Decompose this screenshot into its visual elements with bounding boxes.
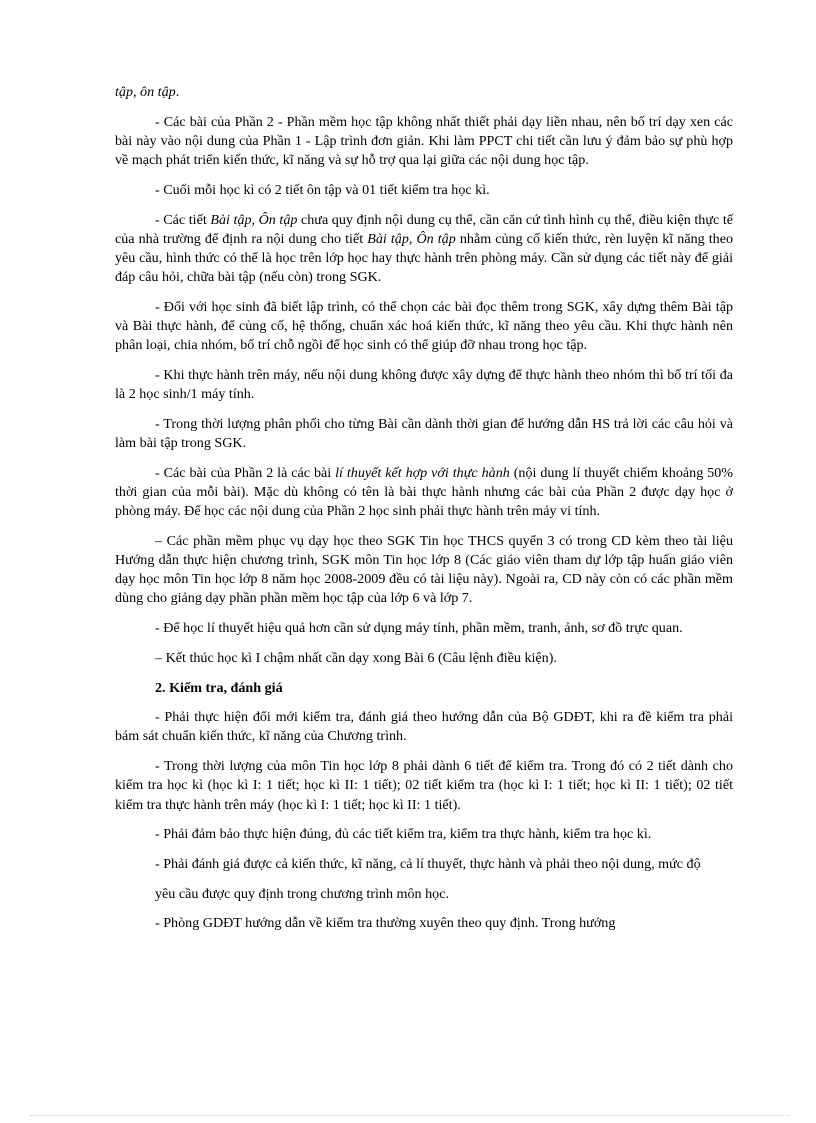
text-run: - Cuối mỗi học kì có 2 tiết ôn tập và 01 tiết kiểm tra học kì. (155, 181, 490, 198)
text-run: - Các tiết (155, 211, 211, 228)
text-run: , (408, 230, 417, 247)
page-bottom-divider (30, 1115, 790, 1116)
section-heading (115, 679, 733, 698)
text-run: – Các phần mềm phục vụ dạy học theo SGK Tin học THCS quyển 3 có trong CD kèm theo tài liệu Hướng dẫn thực hiện chương trình, SGK môn Tin học lớp 8 (Các giáo viên tham dự lớp tập huấn giáo viên dạy học môn Tin học lớp 8 năm học 2008-2009 đều có tài liệu này). Ngoài ra, CD này còn có các phần mềm dùng cho giảng dạy phần phần mềm học tập của lớp 6 và lớp 7. (115, 532, 733, 607)
paragraph (115, 113, 733, 171)
paragraph (115, 366, 733, 404)
paragraph (115, 211, 733, 288)
paragraph (115, 181, 733, 200)
text-run: - Trong thời lượng của môn Tin học lớp 8 phải dành 6 tiết để kiểm tra. Trong đó có 2 tiết dành cho kiểm tra học kì (học kì I: 1 tiết; học kì II: 1 tiết); 02 tiết kiểm tra (học kì I: 1 tiết; học kì II: 1 tiết); 02 tiết kiểm tra thực hành trên máy (học kì I: 1 tiết; học kì II: 1 tiết). (115, 758, 733, 813)
italic-text: Bài tập, Ôn tập (210, 211, 298, 228)
document-body (115, 83, 733, 944)
text-run: – Kết thúc học kì I chậm nhất cần dạy xong Bài 6 (Câu lệnh điều kiện). (155, 649, 557, 666)
text-run: nhằm củng cố kiến thức, rèn luyện kĩ năng theo yêu cầu, hình thức có thể là học trên lớp học hay thực hành trên phòng máy. Cần sử dụng các tiết này để giải đáp câu hỏi, chữa bài tập (nếu còn) trong SGK. (115, 230, 734, 286)
text-run: - Phải đánh giá được cả kiến thức, kĩ năng, cả lí thuyết, thực hành và phải theo nội dung, mức độ (155, 856, 701, 872)
paragraph (115, 708, 733, 746)
paragraph (115, 757, 733, 815)
text-run: - Các bài của Phần 2 là các bài (155, 464, 336, 481)
italic-text: Ôn tập (416, 230, 456, 247)
text-run: - Trong thời lượng phân phối cho từng Bài cần dành thời gian để hướng dẫn HS trả lời các câu hỏi và làm bài tập trong SGK. (115, 415, 733, 452)
italic-text: Bài tập (367, 230, 409, 247)
paragraph (115, 649, 733, 668)
text-run: . (175, 84, 180, 100)
paragraph (115, 855, 733, 874)
paragraph (115, 914, 733, 933)
text-run: (nội dung lí thuyết chiếm khoảng 50% thời gian của mỗi bài). Mặc dù không có tên là bài thực hành nhưng các bài của Phần 2 được dạy học ở phòng máy. Để học các nội dung của Phần 2 học sinh phải thực hành trên máy vi tính. (115, 464, 733, 520)
text-run: chưa quy định nội dung cụ thể, cần căn cứ tình hình cụ thể, điều kiện thực tế của nhà trường để định ra nội dung cho tiết (115, 211, 733, 247)
italic-text: tập, ôn tập (115, 84, 176, 100)
paragraph (115, 464, 733, 522)
paragraph (115, 298, 733, 356)
text-run: - Phải đảm bảo thực hiện đúng, đủ các tiết kiểm tra, kiểm tra thực hành, kiểm tra học kì. (155, 826, 652, 843)
text-run: - Các bài của Phần 2 - Phần mềm học tập không nhất thiết phải dạy liền nhau, nên bố trí dạy xen các bài này vào nội dung của Phần 1 - Lập trình đơn giản. Khi làm PPCT chi tiết cần lưu ý đảm bảo sự phù hợp về mạch phát triển kiến thức, kĩ năng và sự hỗ trợ qua lại giữa các nội dung học tập. (115, 113, 733, 169)
text-run: 2. Kiểm tra, đánh giá (155, 679, 283, 696)
paragraph (115, 532, 733, 609)
paragraph (115, 415, 733, 453)
paragraph (115, 619, 733, 638)
text-run: - Đối với học sinh đã biết lập trình, có thể chọn các bài đọc thêm trong SGK, xây dựng thêm Bài tập và Bài thực hành, để củng cố, hệ thống, chuẩn xác hoá kiến thức, kĩ năng theo yêu cầu. Khi thực hành nên phân loại, chia nhóm, bố trí chỗ ngồi để học sinh có thể giúp đỡ nhau trong học tập. (115, 298, 733, 354)
paragraph (115, 83, 733, 102)
text-run: - Phải thực hiện đổi mới kiểm tra, đánh giá theo hướng dẫn của Bộ GDĐT, khi ra đề kiểm tra phải bám sát chuẩn kiến thức, kĩ năng của Chương trình. (115, 709, 733, 745)
paragraph (115, 885, 733, 904)
paragraph (115, 825, 733, 844)
text-run: - Phòng GDĐT hướng dẫn về kiểm tra thường xuyên theo quy định. Trong hướng (155, 915, 616, 932)
text-run: - Khi thực hành trên máy, nếu nội dung không được xây dựng để thực hành theo nhóm thì bố trí tối đa là 2 học sinh/1 máy tính. (115, 366, 733, 403)
text-run: - Để học lí thuyết hiệu quả hơn cần sử dụng máy tính, phần mềm, tranh, ảnh, sơ đồ trực quan. (155, 620, 683, 637)
italic-text: lí thuyết kết hợp với thực hành (335, 464, 510, 481)
text-run: yêu cầu được quy định trong chương trình môn học. (155, 885, 449, 902)
